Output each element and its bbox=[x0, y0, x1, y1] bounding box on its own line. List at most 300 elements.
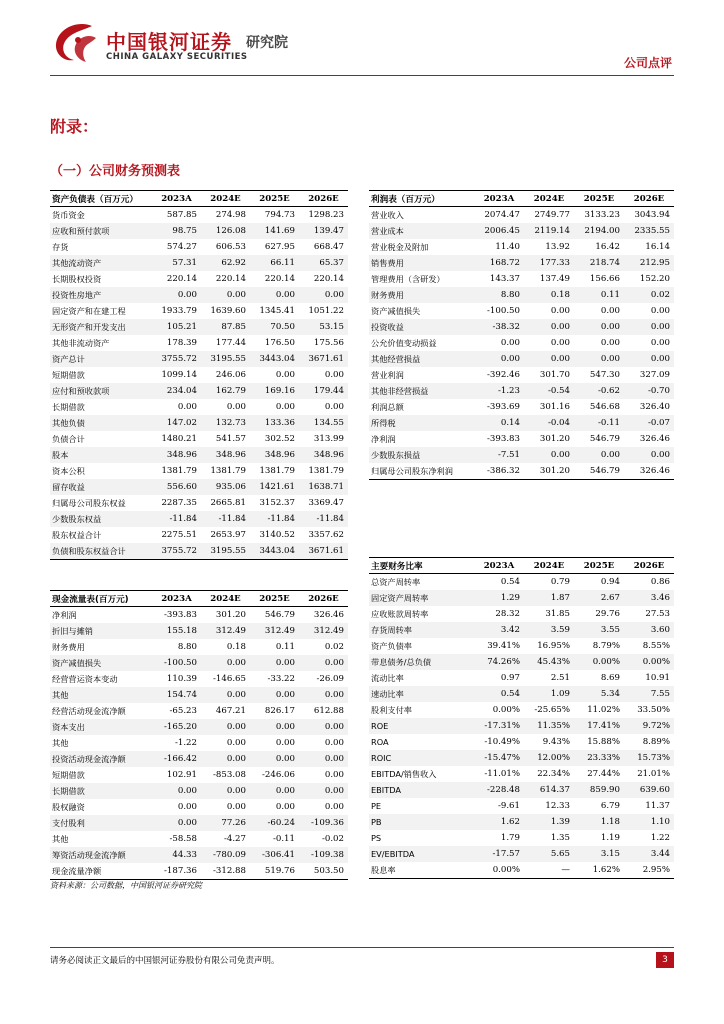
table-row bbox=[50, 351, 348, 367]
cell-value: -1.23 bbox=[474, 383, 524, 399]
row-label: 经营活动现金流净额 bbox=[52, 705, 126, 716]
cell-value: -4.27 bbox=[223, 834, 246, 844]
row-label: 少数股东权益 bbox=[50, 511, 152, 527]
cell-value: 546.79 bbox=[574, 463, 624, 480]
cell-value: 1.35 bbox=[550, 833, 570, 843]
row-label: 资本公积 bbox=[52, 465, 85, 476]
table-row bbox=[369, 383, 674, 399]
cell-value: 12.00% bbox=[524, 750, 574, 766]
cell-value: 348.96 bbox=[250, 447, 299, 463]
table-row bbox=[369, 782, 674, 798]
row-label: 负债合计 bbox=[52, 433, 85, 444]
row-label: 销售费用 bbox=[369, 255, 474, 271]
row-label: 筹资活动现金流净额 bbox=[50, 847, 152, 863]
cell-value: 1.18 bbox=[574, 814, 624, 830]
cell-value: 220.14 bbox=[313, 274, 344, 284]
table-row bbox=[369, 654, 674, 670]
cell-value: 155.18 bbox=[152, 623, 201, 639]
cell-value: 1099.14 bbox=[161, 370, 197, 380]
cell-value: 39.41% bbox=[487, 641, 520, 651]
cell-value: 87.85 bbox=[201, 319, 250, 335]
row-label: ROA bbox=[371, 737, 389, 747]
cell-value: 134.55 bbox=[299, 415, 348, 431]
balance-sheet-table bbox=[50, 190, 348, 560]
cell-value: 0.00 bbox=[524, 447, 574, 463]
cell-value: 826.17 bbox=[264, 706, 295, 716]
cell-value: 0.00 bbox=[624, 319, 674, 335]
cell-value: 0.00 bbox=[299, 655, 348, 671]
cell-value: 612.88 bbox=[313, 706, 344, 716]
year-header: 2025E bbox=[574, 558, 624, 574]
row-label: 营业税金及附加 bbox=[371, 241, 429, 252]
table-row bbox=[369, 223, 674, 239]
table-row bbox=[50, 255, 348, 271]
cell-value: -0.11 bbox=[272, 834, 295, 844]
table-row bbox=[369, 590, 674, 606]
table-row bbox=[50, 287, 348, 303]
cell-value: 0.00 bbox=[299, 687, 348, 703]
cell-value: 0.00 bbox=[275, 370, 295, 380]
row-label: 其他经营损益 bbox=[369, 351, 474, 367]
cell-value: 152.20 bbox=[639, 274, 670, 284]
row-label: 资本支出 bbox=[50, 719, 152, 735]
company-name-cn: 中国银河证券 bbox=[106, 30, 232, 54]
cell-value: 0.00 bbox=[550, 338, 570, 348]
cell-value: 0.00 bbox=[324, 802, 344, 812]
cell-value: 8.69 bbox=[600, 673, 620, 683]
table-row bbox=[50, 623, 348, 639]
cell-value: 301.20 bbox=[524, 463, 574, 480]
cell-value: -38.32 bbox=[474, 319, 524, 335]
cell-value: 3369.47 bbox=[308, 498, 344, 508]
cell-value: 0.00 bbox=[201, 719, 250, 735]
table-row bbox=[50, 687, 348, 703]
table-row bbox=[50, 479, 348, 495]
cell-value: 11.02% bbox=[587, 705, 620, 715]
cell-value: 8.79% bbox=[592, 641, 620, 651]
table-row bbox=[369, 447, 674, 463]
cell-value: 6.79 bbox=[600, 801, 620, 811]
table-row bbox=[50, 495, 348, 511]
cell-value: 0.00 bbox=[524, 351, 574, 367]
cell-value: 98.75 bbox=[152, 223, 201, 239]
cell-value: 143.37 bbox=[489, 274, 520, 284]
cell-value: 0.02 bbox=[624, 287, 674, 303]
row-label: 财务费用 bbox=[52, 641, 85, 652]
page-number: 3 bbox=[656, 952, 674, 968]
cell-value: -0.02 bbox=[321, 834, 344, 844]
row-label: 应付和预收款项 bbox=[50, 383, 152, 399]
cell-value: 627.95 bbox=[264, 242, 295, 252]
row-label: 归属母公司股东权益 bbox=[52, 497, 126, 508]
cell-value: -853.08 bbox=[213, 770, 246, 780]
cell-value: 0.00 bbox=[152, 783, 201, 799]
cell-value: 0.00 bbox=[650, 338, 670, 348]
cell-value: 574.27 bbox=[166, 242, 197, 252]
cell-value: 141.69 bbox=[250, 223, 299, 239]
cell-value: 3443.04 bbox=[250, 543, 299, 560]
cell-value: 2.67 bbox=[574, 590, 624, 606]
cell-value: 935.06 bbox=[201, 479, 250, 495]
year-header: 2026E bbox=[624, 558, 674, 574]
year-header: 2025E bbox=[574, 191, 624, 207]
cell-value: 312.49 bbox=[201, 623, 250, 639]
cell-value: 312.49 bbox=[299, 623, 348, 639]
cell-value: 556.60 bbox=[152, 479, 201, 495]
cell-value: 8.80 bbox=[177, 642, 197, 652]
table-row bbox=[369, 686, 674, 702]
cell-value: 3.46 bbox=[624, 590, 674, 606]
cell-value: 169.16 bbox=[250, 383, 299, 399]
row-label: 资产减值损失 bbox=[50, 655, 152, 671]
cell-value: 9.43% bbox=[542, 737, 570, 747]
cell-value: 3755.72 bbox=[152, 351, 201, 367]
cell-value: 546.79 bbox=[589, 434, 620, 444]
cell-value: 1.22 bbox=[650, 833, 670, 843]
cell-value: -11.84 bbox=[201, 511, 250, 527]
row-label: 短期借款 bbox=[52, 369, 85, 380]
cell-value: -146.65 bbox=[213, 674, 246, 684]
cell-value: 1.10 bbox=[624, 814, 674, 830]
row-label: 利润总额 bbox=[371, 401, 404, 412]
cell-value: 1.09 bbox=[524, 686, 574, 702]
table-row bbox=[369, 702, 674, 718]
cell-value: 313.99 bbox=[313, 434, 344, 444]
table-row bbox=[50, 303, 348, 319]
cell-value: 0.00 bbox=[226, 402, 246, 412]
cell-value: 74.26% bbox=[474, 654, 524, 670]
row-label: 折旧与摊销 bbox=[50, 623, 152, 639]
cell-value: 327.09 bbox=[639, 370, 670, 380]
cell-value: 0.00 bbox=[250, 719, 299, 735]
table-row bbox=[50, 319, 348, 335]
cell-value: -100.50 bbox=[152, 655, 201, 671]
cell-value: 8.55% bbox=[642, 641, 670, 651]
cell-value: 326.40 bbox=[639, 402, 670, 412]
cell-value: -0.11 bbox=[574, 415, 624, 431]
cell-value: 348.96 bbox=[152, 447, 201, 463]
table-row bbox=[369, 399, 674, 415]
table-row bbox=[50, 207, 348, 224]
cell-value: 45.43% bbox=[524, 654, 574, 670]
cell-value: -26.09 bbox=[316, 674, 344, 684]
cell-value: 2287.35 bbox=[161, 498, 197, 508]
cell-value: 1.29 bbox=[474, 590, 524, 606]
cell-value: 21.01% bbox=[637, 769, 670, 779]
cell-value: 3.59 bbox=[524, 622, 574, 638]
cell-value: 0.00 bbox=[177, 402, 197, 412]
cell-value: 312.49 bbox=[250, 623, 299, 639]
cell-value: 3152.37 bbox=[259, 498, 295, 508]
cell-value: 1933.79 bbox=[161, 306, 197, 316]
year-header: 2024E bbox=[201, 591, 250, 607]
cell-value: 7.55 bbox=[624, 686, 674, 702]
table-row bbox=[369, 846, 674, 862]
row-label: 投资活动现金流净额 bbox=[50, 751, 152, 767]
cell-value: 65.37 bbox=[299, 255, 348, 271]
cell-value: -58.58 bbox=[169, 834, 197, 844]
table-row bbox=[50, 511, 348, 527]
cell-value: -109.36 bbox=[299, 815, 348, 831]
cell-value: 0.94 bbox=[600, 577, 620, 587]
cell-value: 77.26 bbox=[201, 815, 250, 831]
cell-value: 0.00 bbox=[474, 351, 524, 367]
cell-value: 1.62% bbox=[574, 862, 624, 879]
cell-value: 9.72% bbox=[624, 718, 674, 734]
table-title: 主要财务比率 bbox=[369, 558, 474, 574]
cell-value: -246.06 bbox=[262, 770, 295, 780]
cell-value: -228.48 bbox=[474, 782, 524, 798]
cell-value: 302.52 bbox=[264, 434, 295, 444]
income-statement-table bbox=[369, 190, 674, 480]
cell-value: 301.20 bbox=[215, 610, 246, 620]
cell-value: 57.31 bbox=[152, 255, 201, 271]
row-label: 固定资产周转率 bbox=[369, 590, 474, 606]
cell-value: 0.00 bbox=[275, 402, 295, 412]
row-label: 应收账款周转率 bbox=[371, 608, 429, 619]
table-row bbox=[50, 655, 348, 671]
cell-value: 10.91 bbox=[645, 673, 670, 683]
cell-value: 0.00 bbox=[226, 802, 246, 812]
table-row bbox=[369, 239, 674, 255]
cell-value: 0.00 bbox=[324, 770, 344, 780]
cell-value: 16.95% bbox=[537, 641, 570, 651]
cell-value: 0.00 bbox=[275, 738, 295, 748]
cell-value: 2335.55 bbox=[624, 223, 674, 239]
cell-value: 3357.62 bbox=[308, 530, 344, 540]
row-label: 所得税 bbox=[369, 415, 474, 431]
cell-value: 326.46 bbox=[624, 463, 674, 480]
cell-value: -393.83 bbox=[487, 434, 520, 444]
cell-value: 0.00 bbox=[324, 402, 344, 412]
cell-value: 639.60 bbox=[624, 782, 674, 798]
cell-value: 0.00 bbox=[201, 287, 250, 303]
cell-value: 3.42 bbox=[474, 622, 524, 638]
table-row bbox=[50, 751, 348, 767]
row-label: 其他 bbox=[52, 737, 69, 748]
table-title: 利润表（百万元） bbox=[369, 191, 474, 207]
table-row bbox=[50, 431, 348, 447]
row-label: 长期借款 bbox=[50, 783, 152, 799]
disclaimer: 请务必阅读正文最后的中国银河证券股份有限公司免责声明。 bbox=[50, 956, 280, 966]
cell-value: 3755.72 bbox=[152, 543, 201, 560]
row-label: 带息债务/总负债 bbox=[369, 654, 474, 670]
table-row bbox=[50, 335, 348, 351]
table-row bbox=[369, 367, 674, 383]
cell-value: 220.14 bbox=[215, 274, 246, 284]
row-label: 速动比率 bbox=[369, 686, 474, 702]
row-label: EV/EBITDA bbox=[369, 846, 474, 862]
cell-value: 0.00 bbox=[250, 287, 299, 303]
year-header: 2026E bbox=[624, 191, 674, 207]
financial-ratios-table bbox=[369, 557, 674, 879]
cell-value: 2074.47 bbox=[484, 210, 520, 220]
cell-value: 5.65 bbox=[524, 846, 574, 862]
cell-value: 11.37 bbox=[645, 801, 670, 811]
row-label: 营业成本 bbox=[369, 223, 474, 239]
cell-value: 27.53 bbox=[645, 609, 670, 619]
cell-value: 0.54 bbox=[474, 686, 524, 702]
row-label: 短期借款 bbox=[52, 769, 85, 780]
row-label: EBITDA/销售收入 bbox=[371, 768, 437, 779]
cell-value: -11.01% bbox=[484, 769, 520, 779]
year-header: 2023A bbox=[474, 558, 524, 574]
cell-value: -312.88 bbox=[201, 863, 250, 880]
cell-value: 3133.23 bbox=[584, 210, 620, 220]
cell-value: -33.22 bbox=[267, 674, 295, 684]
cell-value: 274.98 bbox=[215, 210, 246, 220]
cell-value: 0.00 bbox=[324, 370, 344, 380]
cell-value: 0.00 bbox=[524, 319, 574, 335]
cell-value: 1.79 bbox=[500, 833, 520, 843]
cell-value: 0.00 bbox=[152, 815, 201, 831]
cell-value: 0.00 bbox=[574, 351, 624, 367]
cell-value: 0.02 bbox=[324, 642, 344, 652]
cell-value: 0.00 bbox=[600, 306, 620, 316]
cell-value: 0.00 bbox=[299, 783, 348, 799]
cell-value: -25.65% bbox=[534, 705, 570, 715]
cell-value: 29.76 bbox=[595, 609, 620, 619]
cell-value: 27.44% bbox=[587, 769, 620, 779]
cell-value: 1381.79 bbox=[161, 466, 197, 476]
table-row bbox=[50, 367, 348, 383]
cell-value: 3195.55 bbox=[201, 351, 250, 367]
cell-value: -0.54 bbox=[524, 383, 574, 399]
table-row bbox=[50, 527, 348, 543]
cell-value: 0.86 bbox=[650, 577, 670, 587]
year-header: 2025E bbox=[250, 591, 299, 607]
cell-value: 33.50% bbox=[637, 705, 670, 715]
cell-value: 0.00 bbox=[177, 802, 197, 812]
row-label: ROE bbox=[369, 718, 474, 734]
table-row bbox=[369, 463, 674, 480]
row-label: 营业利润 bbox=[371, 369, 404, 380]
table-row bbox=[50, 831, 348, 847]
row-label: 其他流动资产 bbox=[50, 255, 152, 271]
cell-value: 220.14 bbox=[166, 274, 197, 284]
cell-value: -306.41 bbox=[250, 847, 299, 863]
cell-value: 587.85 bbox=[166, 210, 197, 220]
cell-value: 3.55 bbox=[574, 622, 624, 638]
row-label: PS bbox=[371, 833, 382, 843]
cell-value: 156.66 bbox=[589, 274, 620, 284]
cell-value: -17.57 bbox=[474, 846, 524, 862]
cell-value: 0.11 bbox=[574, 287, 624, 303]
cell-value: 17.41% bbox=[574, 718, 624, 734]
galaxy-logo-icon bbox=[50, 18, 100, 68]
cell-value: 519.76 bbox=[250, 863, 299, 880]
table-title: 现金流量表(百万元) bbox=[50, 591, 152, 607]
row-label: 股本 bbox=[50, 447, 152, 463]
table-row bbox=[50, 735, 348, 751]
row-label: 无形资产和开发支出 bbox=[50, 319, 152, 335]
row-label: 留存收益 bbox=[50, 479, 152, 495]
cell-value: -166.42 bbox=[152, 751, 201, 767]
row-label: 投资收益 bbox=[369, 319, 474, 335]
cell-value: 0.00 bbox=[250, 783, 299, 799]
cell-value: 16.14 bbox=[645, 242, 670, 252]
cell-value: 179.44 bbox=[299, 383, 348, 399]
row-label: 管理费用（含研发） bbox=[371, 273, 445, 284]
table-row bbox=[50, 271, 348, 287]
row-label: 其他 bbox=[52, 833, 69, 844]
cell-value: 541.57 bbox=[215, 434, 246, 444]
row-label: 投资性房地产 bbox=[50, 287, 152, 303]
cell-value: 22.34% bbox=[537, 769, 570, 779]
row-label: 净利润 bbox=[371, 433, 396, 444]
table-row bbox=[50, 767, 348, 783]
cell-value: 110.39 bbox=[166, 674, 197, 684]
table-row bbox=[50, 607, 348, 624]
row-label: 少数股东损益 bbox=[369, 447, 474, 463]
cell-value: -7.51 bbox=[474, 447, 524, 463]
cell-value: 168.72 bbox=[474, 255, 524, 271]
row-label: 固定资产和在建工程 bbox=[52, 305, 126, 316]
table-row bbox=[50, 639, 348, 655]
table-row bbox=[50, 671, 348, 687]
cell-value: 176.50 bbox=[264, 338, 295, 348]
cell-value: 0.00 bbox=[299, 719, 348, 735]
cell-value: 154.74 bbox=[152, 687, 201, 703]
table-row bbox=[369, 814, 674, 830]
cell-value: -65.23 bbox=[169, 706, 197, 716]
cell-value: 218.74 bbox=[574, 255, 624, 271]
cell-value: 1.62 bbox=[474, 814, 524, 830]
row-label: 现金流量净额 bbox=[50, 863, 152, 880]
cell-value: -187.36 bbox=[152, 863, 201, 880]
section-title: （一）公司财务预测表 bbox=[50, 164, 181, 179]
row-label: 长期借款 bbox=[52, 401, 85, 412]
cell-value: 177.33 bbox=[524, 255, 574, 271]
cell-value: 0.00 bbox=[624, 447, 674, 463]
cell-value: 175.56 bbox=[313, 338, 344, 348]
row-label: 股利支付率 bbox=[371, 704, 412, 715]
cell-value: 3195.55 bbox=[201, 543, 250, 560]
header-divider bbox=[50, 75, 674, 76]
row-label: 其他负债 bbox=[50, 415, 152, 431]
cell-value: 1051.22 bbox=[308, 306, 344, 316]
cell-value: 12.33 bbox=[545, 801, 570, 811]
cell-value: -11.84 bbox=[299, 511, 348, 527]
cell-value: 1.39 bbox=[524, 814, 574, 830]
cell-value: 0.11 bbox=[275, 642, 295, 652]
cell-value: 2.95% bbox=[624, 862, 674, 879]
table-row bbox=[369, 351, 674, 367]
cell-value: 0.18 bbox=[226, 642, 246, 652]
cell-value: 1639.60 bbox=[210, 306, 246, 316]
cell-value: 0.00% bbox=[574, 654, 624, 670]
cell-value: 2653.97 bbox=[210, 530, 246, 540]
cell-value: -386.32 bbox=[474, 463, 524, 480]
cell-value: 1381.79 bbox=[308, 466, 344, 476]
row-label: PB bbox=[369, 814, 474, 830]
cell-value: 13.92 bbox=[545, 242, 570, 252]
row-label: 股东权益合计 bbox=[52, 529, 102, 540]
row-label: EBITDA bbox=[369, 782, 474, 798]
cell-value: 0.00 bbox=[250, 655, 299, 671]
row-label: 营业收入 bbox=[371, 209, 404, 220]
table-row bbox=[369, 319, 674, 335]
document-type: 公司点评 bbox=[623, 56, 672, 70]
cell-value: 0.00 bbox=[250, 751, 299, 767]
year-header: 2024E bbox=[524, 191, 574, 207]
row-label: 净利润 bbox=[52, 609, 77, 620]
row-label: ROIC bbox=[369, 750, 474, 766]
cell-value: 0.00 bbox=[201, 751, 250, 767]
cell-value: 301.16 bbox=[539, 402, 570, 412]
cell-value: -100.50 bbox=[487, 306, 520, 316]
cell-value: 0.00 bbox=[500, 338, 520, 348]
